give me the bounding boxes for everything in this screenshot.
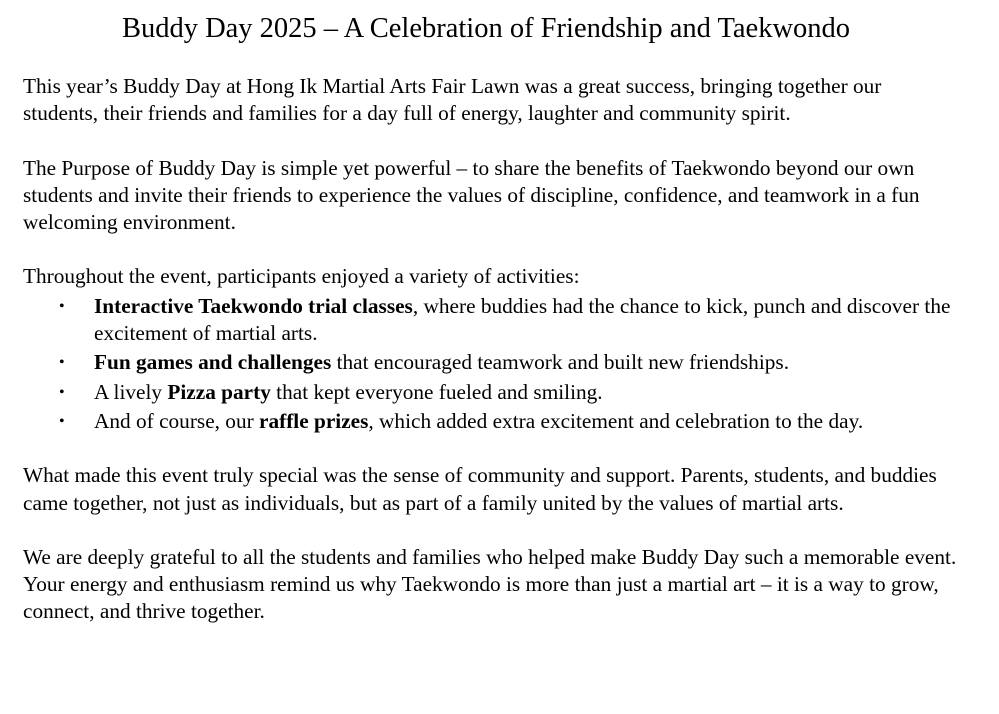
list-item <box>23 349 958 376</box>
gratitude-paragraph: We are deeply grateful to all the students and families who helped make Buddy Day such a memorable event. Your energy and enthusiasm remind us why Taekwondo is more than just a martial art – it is a way to grow, connect, and thrive together. <box>23 544 957 624</box>
list-item-post: that kept everyone fueled and smiling. <box>270 379 603 404</box>
list-item-bold: raffle prizes <box>259 408 369 433</box>
activities-list <box>23 293 973 435</box>
list-item <box>23 379 958 406</box>
list-item-pre: And of course, our <box>94 408 260 433</box>
list-item <box>23 408 958 435</box>
bullet-icon: • <box>59 412 65 430</box>
intro-paragraph: This year’s Buddy Day at Hong Ik Martial Arts Fair Lawn was a great success, bringing together our students, their friends and families for a day full of energy, laughter and community spirit. <box>23 74 882 126</box>
list-item <box>23 293 958 348</box>
list-item-pre: A lively <box>94 379 168 404</box>
activities-intro-paragraph: Throughout the event, participants enjoyed a variety of activities: <box>23 264 580 289</box>
list-item-bold: Fun games and challenges <box>94 350 332 375</box>
bullet-icon: • <box>59 354 65 372</box>
list-item-post: , where buddies had the chance to kick, punch and discover the excitement of martial arts. <box>94 293 951 346</box>
document-title: Buddy Day 2025 – A Celebration of Friendship and Taekwondo <box>121 13 851 44</box>
purpose-paragraph: The Purpose of Buddy Day is simple yet powerful – to share the benefits of Taekwondo beyond our own students and invite their friends to experience the values of discipline, confidence, and teamwork in a fun welcoming environment. <box>23 155 920 235</box>
community-paragraph: What made this event truly special was the sense of community and support. Parents, students, and buddies came together, not just as individuals, but as part of a family united by the values of martial arts. <box>23 463 937 515</box>
list-item-bold: Pizza party <box>167 379 271 404</box>
document-body <box>23 0 973 626</box>
bullet-icon: • <box>59 297 65 315</box>
list-item-post: that encouraged teamwork and built new friendships. <box>331 350 790 375</box>
bullet-icon: • <box>59 383 65 401</box>
list-item-post: , which added extra excitement and celebration to the day. <box>368 408 864 433</box>
list-item-bold: Interactive Taekwondo trial classes <box>94 293 413 318</box>
